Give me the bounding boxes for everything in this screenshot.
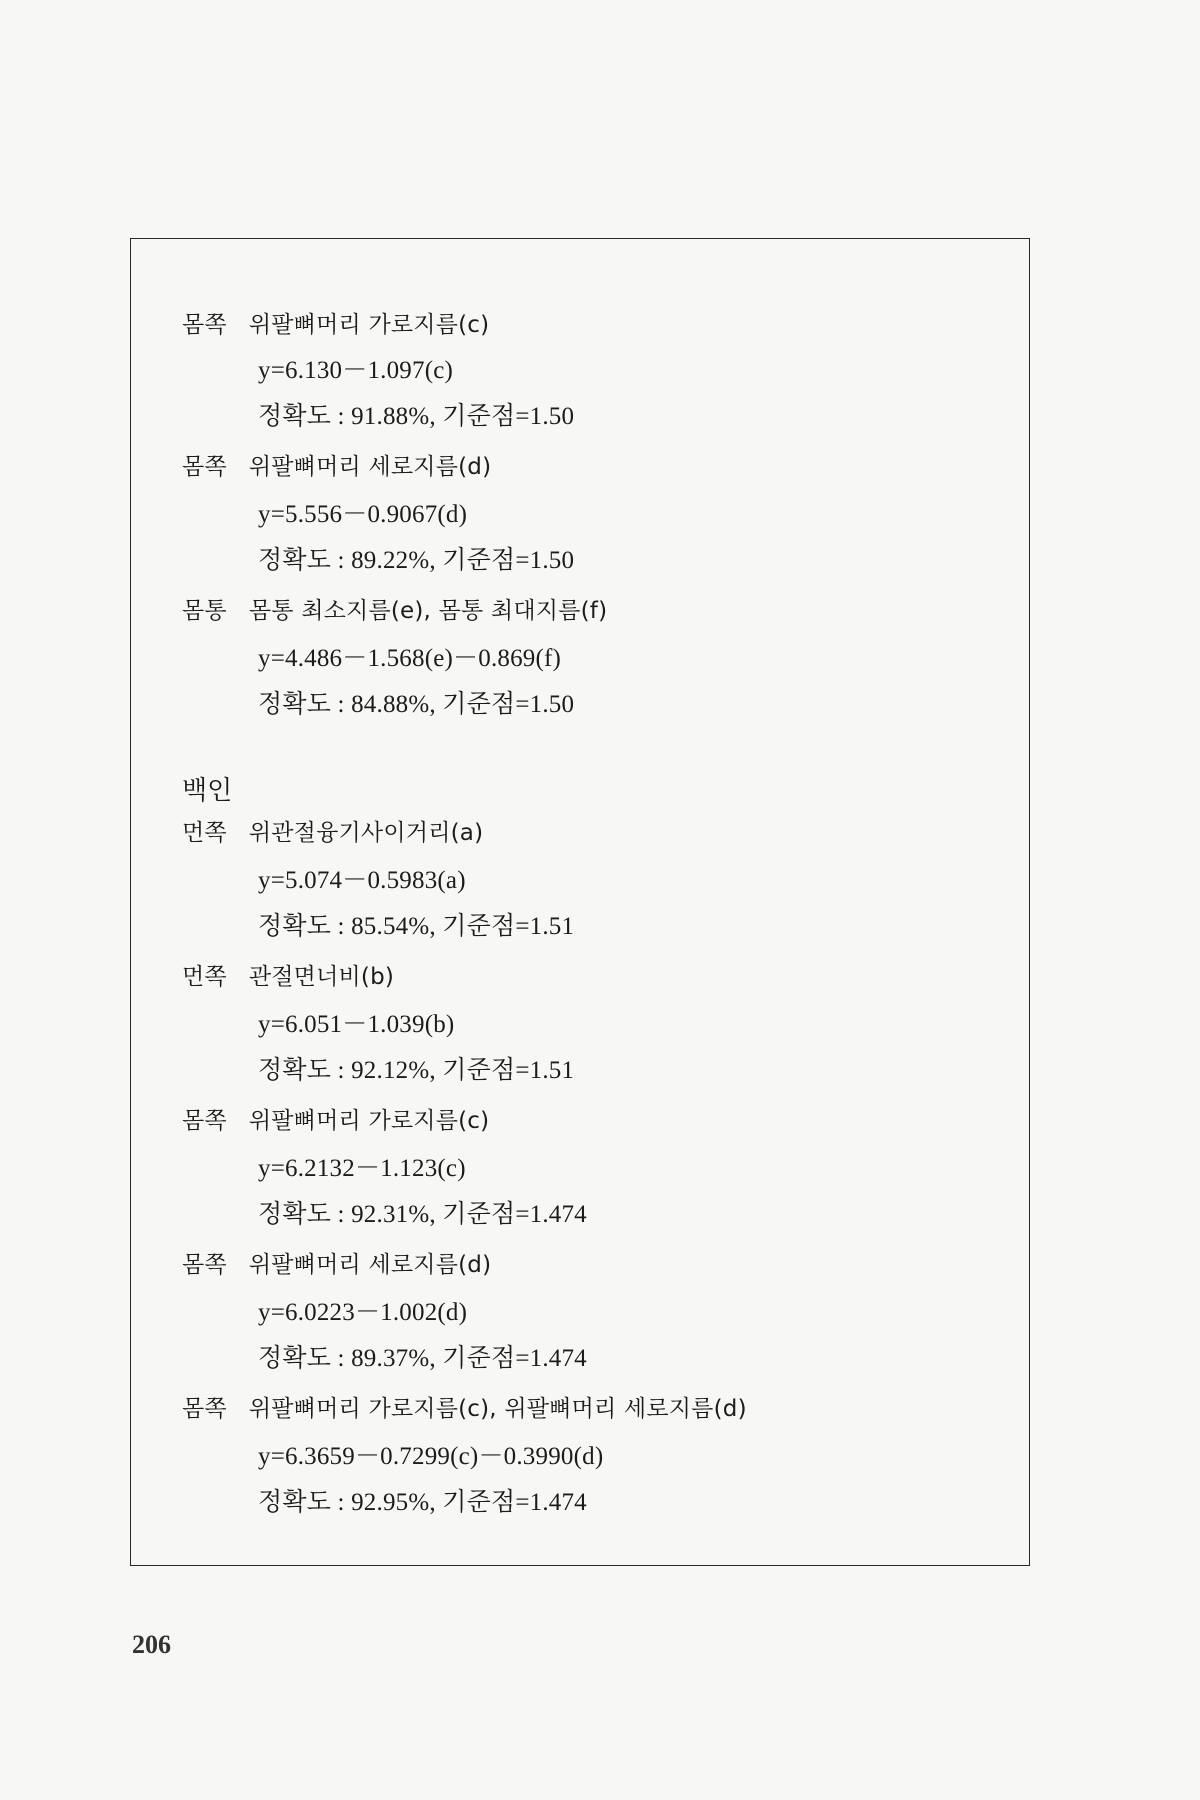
block-1-tag: 몸쪽 <box>182 312 227 338</box>
block-7-accuracy: 정확도 : 89.37%, 기준점=1.474 <box>258 1345 587 1372</box>
section-heading: 백인 <box>182 776 233 806</box>
block-5-equation: y=6.051－1.039(b) <box>258 1011 455 1038</box>
block-5-accuracy: 정확도 : 92.12%, 기준점=1.51 <box>258 1057 575 1084</box>
block-5-tag: 먼쪽 <box>182 964 227 990</box>
block-8-equation: y=6.3659－0.7299(c)－0.3990(d) <box>258 1443 604 1470</box>
block-5-header <box>182 962 394 992</box>
block-8-tag: 몸쪽 <box>182 1396 227 1422</box>
block-7-subject: 위팔뼈머리 세로지름(d) <box>248 1252 492 1278</box>
block-6-tag: 몸쪽 <box>182 1108 227 1134</box>
block-2-subject: 위팔뼈머리 세로지름(d) <box>248 454 492 480</box>
block-3-accuracy: 정확도 : 84.88%, 기준점=1.50 <box>258 691 575 718</box>
block-4-subject: 위관절융기사이거리(a) <box>248 820 484 846</box>
block-1-accuracy: 정확도 : 91.88%, 기준점=1.50 <box>258 403 575 430</box>
block-7-header <box>182 1250 491 1280</box>
block-8-accuracy: 정확도 : 92.95%, 기준점=1.474 <box>258 1489 587 1516</box>
block-6-subject: 위팔뼈머리 가로지름(c) <box>248 1108 490 1134</box>
block-8-subject: 위팔뼈머리 가로지름(c), 위팔뼈머리 세로지름(d) <box>248 1396 747 1422</box>
block-4-equation: y=5.074－0.5983(a) <box>258 867 466 894</box>
block-2-accuracy: 정확도 : 89.22%, 기준점=1.50 <box>258 547 575 574</box>
page-number: 206 <box>132 1630 171 1659</box>
block-4-tag: 먼쪽 <box>182 820 227 846</box>
block-6-header <box>182 1106 489 1136</box>
block-6-equation: y=6.2132－1.123(c) <box>258 1155 466 1182</box>
block-4-header <box>182 818 483 848</box>
block-1-header <box>182 310 489 340</box>
block-7-equation: y=6.0223－1.002(d) <box>258 1299 468 1326</box>
block-3-subject: 몸통 최소지름(e), 몸통 최대지름(f) <box>248 598 608 624</box>
block-7-tag: 몸쪽 <box>182 1252 227 1278</box>
block-2-tag: 몸쪽 <box>182 454 227 480</box>
block-3-tag: 몸통 <box>182 598 227 624</box>
block-1-subject: 위팔뼈머리 가로지름(c) <box>248 312 490 338</box>
block-6-accuracy: 정확도 : 92.31%, 기준점=1.474 <box>258 1201 587 1228</box>
block-2-header <box>182 452 491 482</box>
block-2-equation: y=5.556－0.9067(d) <box>258 501 468 528</box>
block-4-accuracy: 정확도 : 85.54%, 기준점=1.51 <box>258 913 575 940</box>
block-1-equation: y=6.130－1.097(c) <box>258 357 454 384</box>
block-3-equation: y=4.486－1.568(e)－0.869(f) <box>258 645 562 672</box>
block-3-header <box>182 596 607 626</box>
block-8-header <box>182 1394 747 1424</box>
block-5-subject: 관절면너비(b) <box>248 964 395 990</box>
